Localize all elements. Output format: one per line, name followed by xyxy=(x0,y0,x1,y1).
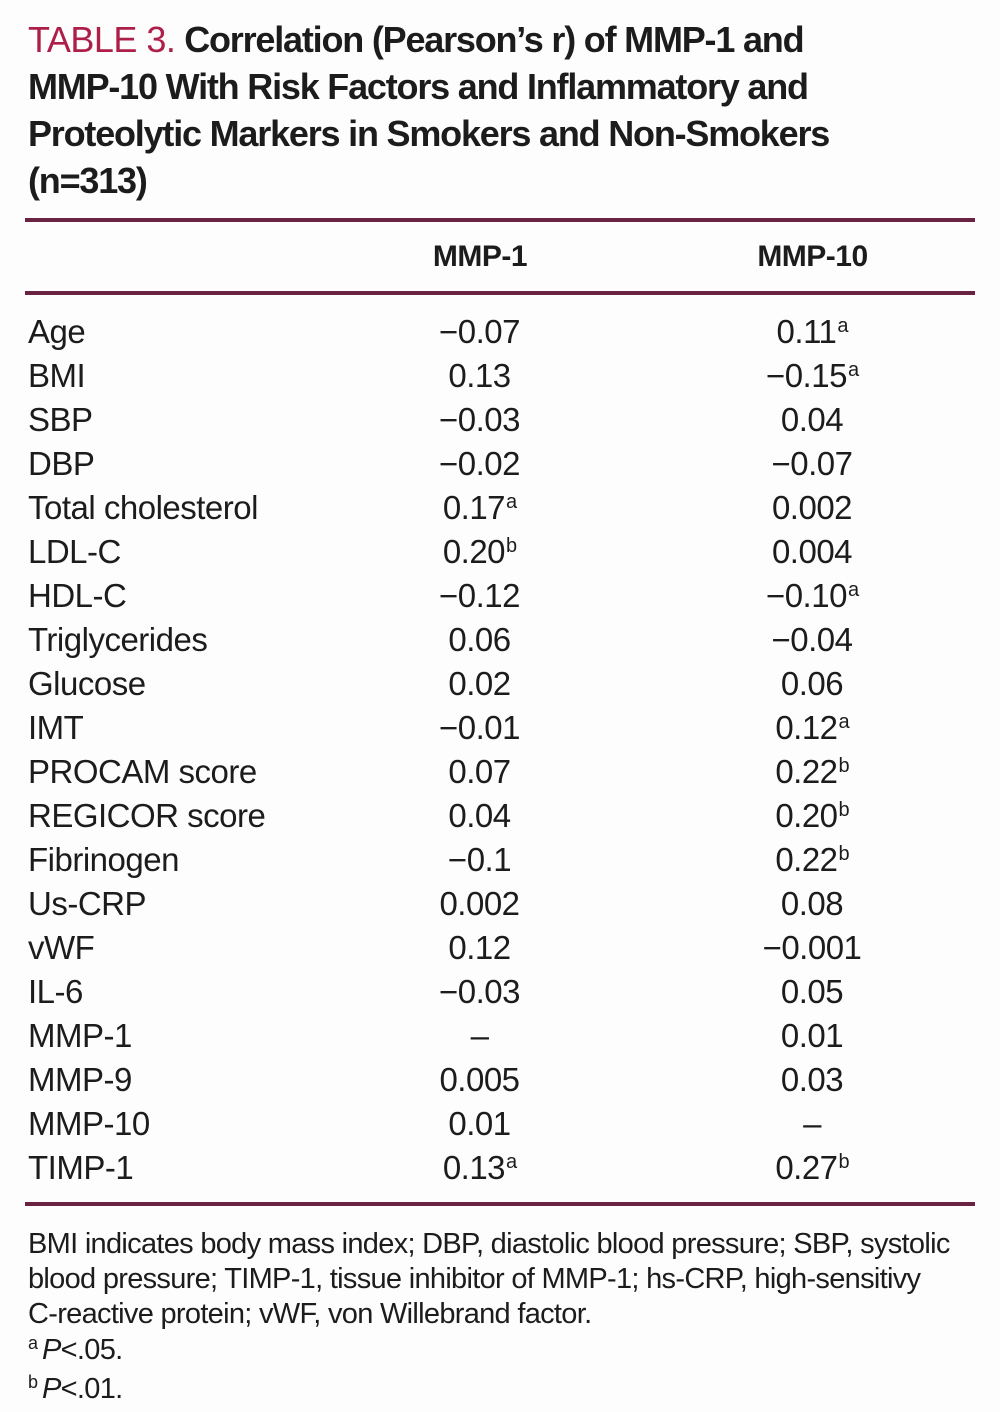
mmp10-value: 0.22 xyxy=(775,841,838,878)
mmp1-value: 0.13 xyxy=(448,357,511,394)
mmp1-value: 0.20 xyxy=(442,533,506,570)
mmp1-value: 0.17 xyxy=(442,489,506,526)
table-row xyxy=(25,750,975,794)
mmp1-value: 0.06 xyxy=(448,621,511,658)
mmp1-value: 0.12 xyxy=(448,929,511,966)
mmp10-value: 0.08 xyxy=(780,885,844,922)
sig-a-threshold: <.05. xyxy=(60,1334,123,1366)
table-body xyxy=(25,295,975,1202)
table-number-label: TABLE 3. xyxy=(28,19,176,60)
title-line-2: MMP-10 With Risk Factors and Inflammatory and xyxy=(28,66,808,107)
sig-b-marker: b xyxy=(28,1372,39,1392)
row-label: IL-6 xyxy=(28,973,83,1010)
row-label: LDL-C xyxy=(28,533,121,570)
table-row xyxy=(25,838,975,882)
mmp10-significance-marker: a xyxy=(837,315,849,337)
footnote-line-2: blood pressure; TIMP-1, tissue inhibitor of MMP-1; hs-CRP, high-sensitivy xyxy=(28,1263,921,1295)
sig-a-marker: a xyxy=(28,1333,39,1353)
table-row xyxy=(25,1014,975,1058)
mmp1-value: −0.12 xyxy=(439,577,520,614)
mmp10-value: −0.07 xyxy=(771,445,853,482)
mmp10-value: −0.001 xyxy=(762,929,862,966)
title-line-1-text: Correlation (Pearson’s r) of MMP-1 and xyxy=(184,19,804,60)
row-label: SBP xyxy=(28,401,93,438)
table-row xyxy=(25,882,975,926)
mmp1-value: 0.07 xyxy=(448,753,511,790)
title-line-1 xyxy=(28,16,975,63)
title-line-3: Proteolytic Markers in Smokers and Non-Smokers xyxy=(28,113,830,154)
mmp10-value: −0.15 xyxy=(765,357,847,394)
table-row xyxy=(25,970,975,1014)
sig-b-p: P xyxy=(42,1373,61,1405)
mmp1-value: −0.01 xyxy=(439,709,520,746)
mmp10-value: 0.11 xyxy=(776,313,837,350)
mmp1-significance-marker: a xyxy=(506,1151,518,1173)
mmp1-value: 0.01 xyxy=(448,1105,511,1142)
mmp10-value: 0.04 xyxy=(780,401,844,438)
mmp10-value: −0.04 xyxy=(771,621,853,658)
mmp1-value: −0.1 xyxy=(447,841,512,878)
row-label: REGICOR score xyxy=(28,797,266,834)
mmp10-value: 0.002 xyxy=(771,489,853,526)
col-header-mmp1: MMP-1 xyxy=(432,239,528,273)
mmp10-value: 0.20 xyxy=(775,797,838,834)
table-row xyxy=(25,530,975,574)
mmp10-value: 0.03 xyxy=(780,1061,844,1098)
mmp10-significance-marker: a xyxy=(838,711,850,733)
mmp10-significance-marker: a xyxy=(847,579,860,601)
row-label: HDL-C xyxy=(28,577,127,614)
row-label: DBP xyxy=(28,445,95,482)
table-title xyxy=(25,0,975,204)
table-row xyxy=(25,1102,975,1146)
mmp1-value: 0.13 xyxy=(442,1149,506,1186)
table-row xyxy=(25,310,975,354)
table-row xyxy=(25,486,975,530)
title-line-4: (n=313) xyxy=(28,160,147,201)
mmp10-value: 0.12 xyxy=(775,709,838,746)
table-row xyxy=(25,1146,975,1190)
sig-b-threshold: <.01. xyxy=(60,1373,123,1405)
mmp10-value: 0.05 xyxy=(780,973,844,1010)
mmp1-value: 0.002 xyxy=(439,885,520,922)
mmp1-value: 0.02 xyxy=(448,665,511,702)
mmp10-value: – xyxy=(803,1105,821,1142)
footnote-sig-a xyxy=(28,1332,975,1371)
row-label: Total cholesterol xyxy=(28,489,258,526)
table-row xyxy=(25,662,975,706)
footnote xyxy=(25,1206,975,1410)
row-label: Triglycerides xyxy=(28,621,208,658)
mmp10-value: 0.22 xyxy=(775,753,838,790)
row-label: IMT xyxy=(28,709,84,746)
table-row xyxy=(25,442,975,486)
row-label: MMP-1 xyxy=(28,1017,132,1054)
mmp10-value: 0.27 xyxy=(775,1149,838,1186)
mmp10-significance-marker: b xyxy=(838,799,850,821)
row-label: vWF xyxy=(28,929,95,966)
row-label: Us-CRP xyxy=(28,885,146,922)
table-header-row xyxy=(25,222,975,291)
table-row xyxy=(25,354,975,398)
mmp1-value: −0.02 xyxy=(439,445,520,482)
footnote-line-1: BMI indicates body mass index; DBP, diastolic blood pressure; SBP, systolic xyxy=(28,1228,950,1260)
col-header-mmp10: MMP-10 xyxy=(757,239,868,273)
row-label: Age xyxy=(28,313,86,350)
row-label: TIMP-1 xyxy=(28,1149,134,1186)
mmp1-value: 0.005 xyxy=(439,1061,520,1098)
mmp10-significance-marker: b xyxy=(838,1151,850,1173)
footnote-sig-b xyxy=(28,1371,975,1410)
row-label: PROCAM score xyxy=(28,753,257,790)
footnote-line-3: C-reactive protein; vWF, von Willebrand factor. xyxy=(28,1298,592,1330)
mmp1-value: 0.04 xyxy=(448,797,511,834)
row-label: Fibrinogen xyxy=(28,841,179,878)
mmp1-value: −0.03 xyxy=(439,973,520,1010)
table-row xyxy=(25,618,975,662)
table-row xyxy=(25,706,975,750)
table-row xyxy=(25,574,975,618)
mmp10-value: 0.01 xyxy=(780,1017,844,1054)
sig-a-p: P xyxy=(42,1334,61,1366)
mmp1-value: −0.07 xyxy=(439,313,520,350)
table-row xyxy=(25,1058,975,1102)
mmp10-value: −0.10 xyxy=(765,577,847,614)
row-label: MMP-9 xyxy=(28,1061,132,1098)
row-label: MMP-10 xyxy=(28,1105,150,1142)
mmp10-significance-marker: b xyxy=(838,843,850,865)
mmp10-significance-marker: a xyxy=(847,359,860,381)
mmp10-value: 0.004 xyxy=(771,533,853,570)
table-content xyxy=(25,0,975,1410)
row-label: Glucose xyxy=(28,665,146,702)
mmp1-value: – xyxy=(470,1017,489,1054)
mmp10-significance-marker: b xyxy=(838,755,850,777)
table-row xyxy=(25,794,975,838)
table-row xyxy=(25,398,975,442)
mmp1-significance-marker: b xyxy=(506,535,518,557)
table-row xyxy=(25,926,975,970)
row-label: BMI xyxy=(28,357,86,394)
mmp1-value: −0.03 xyxy=(439,401,520,438)
mmp1-significance-marker: a xyxy=(506,491,518,513)
mmp10-value: 0.06 xyxy=(780,665,844,702)
